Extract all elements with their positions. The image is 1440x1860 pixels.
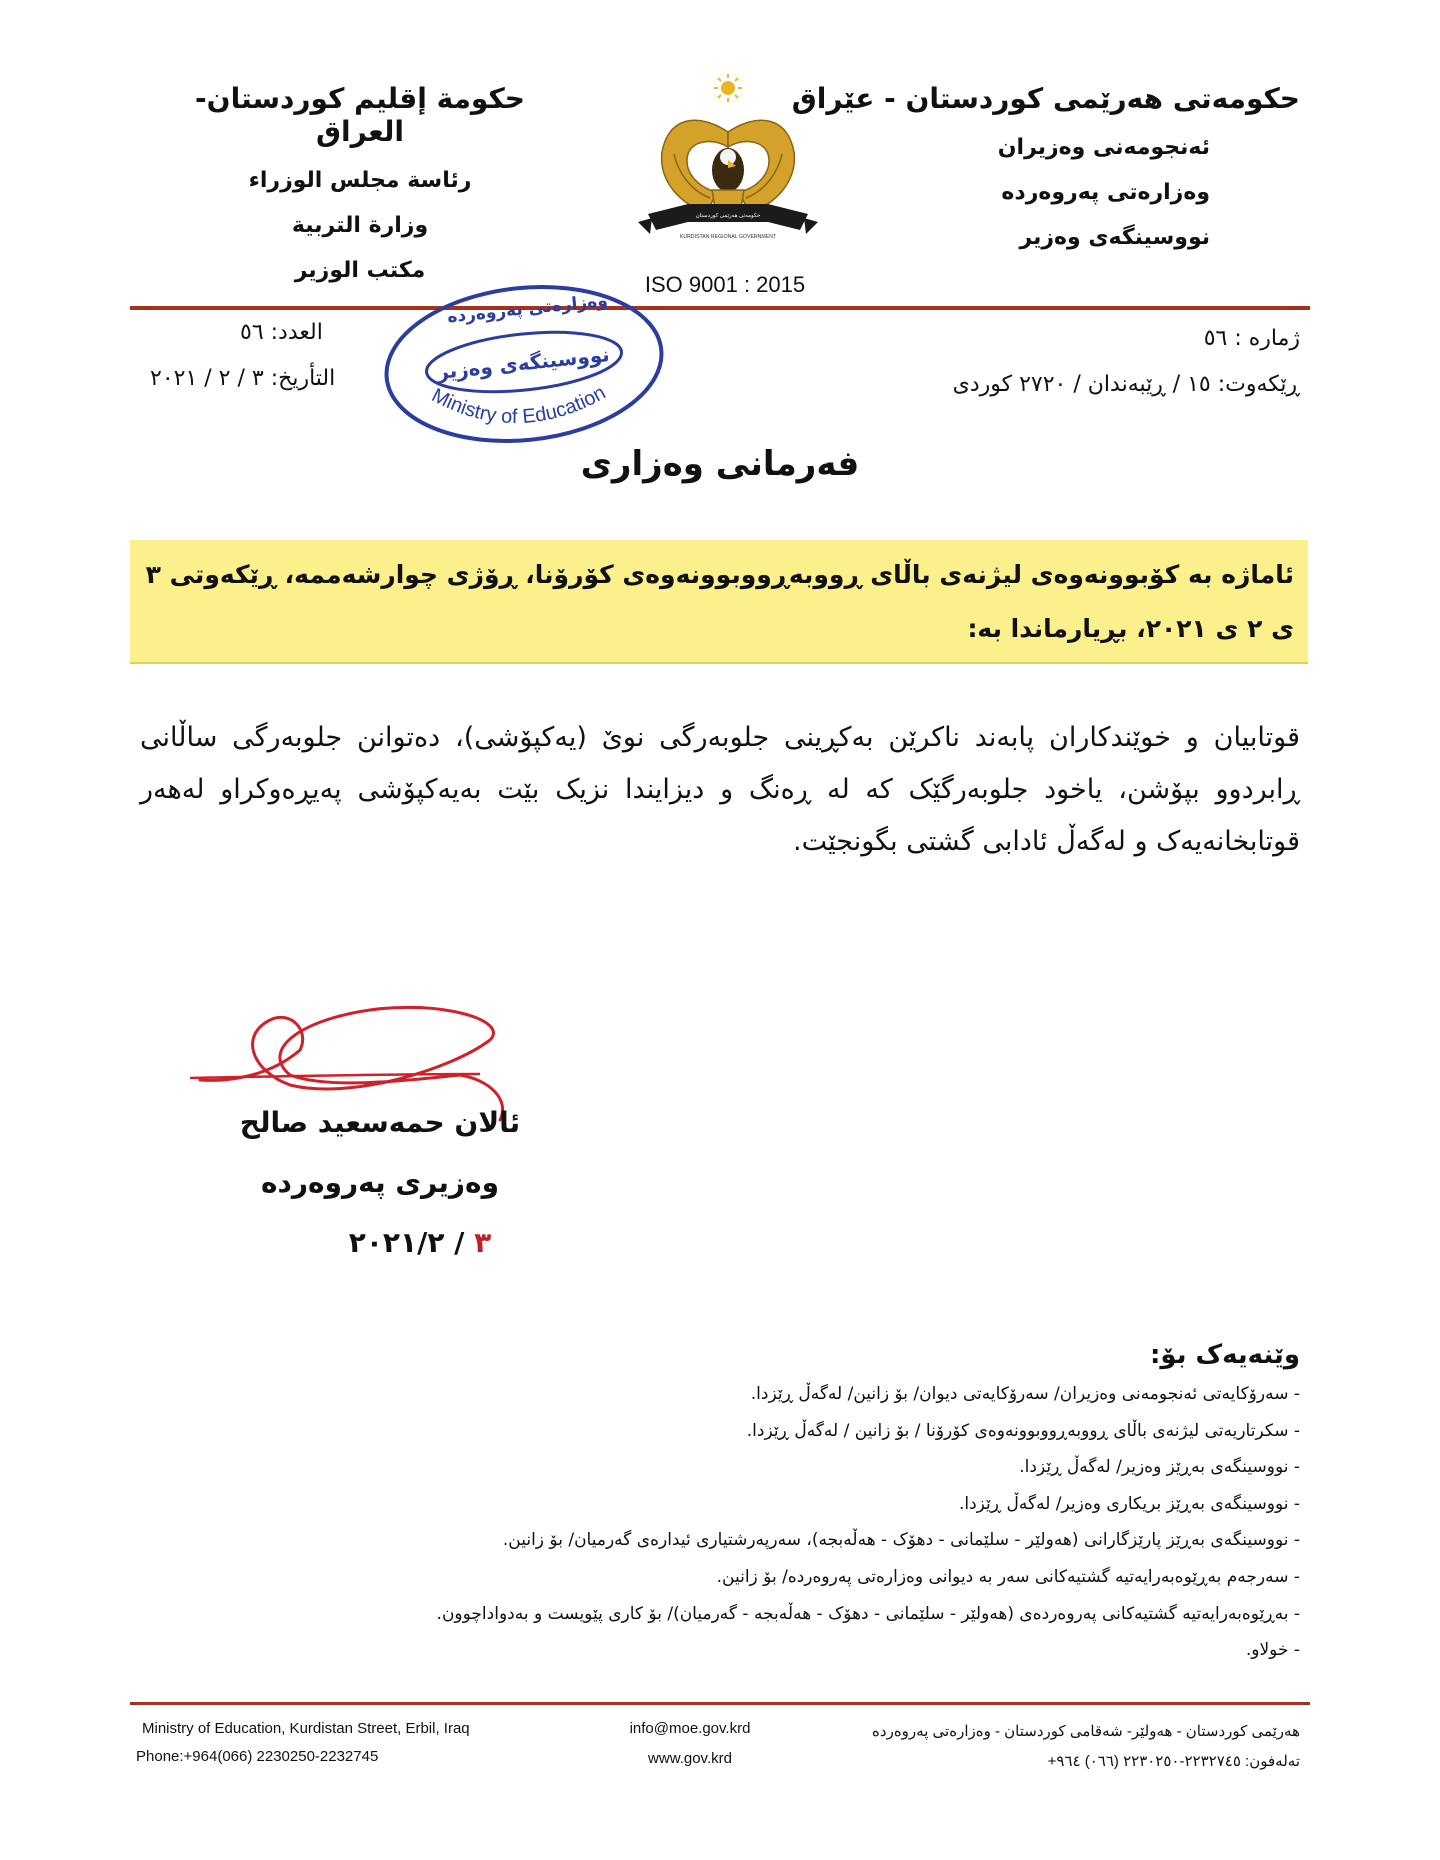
list-item: - سەرجەم بەڕێوەبەرایەتیە گشتیەکانی سەر بە دیوانی وەزارەتی پەروەردە/ بۆ زانین. xyxy=(716,1566,1300,1587)
list-item: - نووسینگەی بەڕێز پارێزگارانی (هەولێر - سلێمانی - دهۆک - هەڵەبجە)، سەرپەرشتیاری ئیدارەی گەرمیان/ بۆ زانین. xyxy=(502,1530,1300,1551)
reference-number-ar: العدد: ٥٦ xyxy=(240,320,323,345)
footer-phone-en: Phone:+964(066) 2230250-2232745 xyxy=(136,1748,379,1765)
footer-address-ku: هەرێمی کوردستان - هەولێر- شەقامی کوردستان - وەزارەتی پەروەردە xyxy=(872,1723,1300,1740)
signature-date-day: ٣ xyxy=(474,1226,492,1259)
list-item: - خولاو. xyxy=(1245,1640,1300,1661)
handwritten-signature xyxy=(190,990,590,1170)
header-ku-government: حکومەتی هەرێمی کوردستان - عێراق xyxy=(791,82,1300,115)
signatory-name: ئالان حمەسعید صالح xyxy=(239,1106,521,1139)
highlighted-reference-box xyxy=(130,540,1308,664)
svg-text:KURDISTAN REGIONAL GOVERNMENT: KURDISTAN REGIONAL GOVERNMENT xyxy=(679,234,777,240)
svg-text:وەزارەتی پەروەردە: وەزارەتی پەروەردە xyxy=(446,290,609,328)
header-divider xyxy=(130,306,1310,310)
highlighted-reference-text: ئاماژە بە کۆبوونەوەی لیژنەی باڵای ڕووبەڕووبوونەوەی کۆرۆنا، ڕۆژی چوارشەممە، ڕێکەوتی ٣ ی ٢ ی ٢٠٢١، بڕیارماندا بە: xyxy=(145,560,1294,643)
reference-number-ku: ژمارە : ٥٦ xyxy=(1203,326,1300,351)
signature-date-rest: / ٢٠٢١/٢ xyxy=(348,1226,465,1259)
svg-text:Ministry of Education: Ministry of Education xyxy=(428,381,610,429)
footer-divider xyxy=(130,1702,1310,1705)
header-ku-council: ئەنجومەنی وەزیران xyxy=(997,135,1210,160)
list-item: - بەڕێوەبەرایەتیە گشتیەکانی پەروەردەی (هەولێر - سلێمانی - دهۆک - هەڵەبجە - گەرمیان)/ بۆ کاری پێویست و بەدواداچوون. xyxy=(436,1603,1300,1624)
svg-text:نووسینگەی وەزیر: نووسینگەی وەزیر xyxy=(435,342,611,385)
copies-list xyxy=(200,1384,1300,1677)
date-ku: ڕێکەوت: ١٥ / ڕێبەندان / ٢٧٢٠ کوردی xyxy=(952,372,1300,397)
signature-date xyxy=(320,1226,520,1259)
krg-emblem-icon xyxy=(628,72,828,252)
header-ar-council: رئاسة مجلس الوزراء xyxy=(248,168,472,193)
list-item: - سکرتاریەتی لیژنەی باڵای ڕووبەڕووبوونەوەی کۆرۆنا / بۆ زانین / لەگەڵ ڕێزدا. xyxy=(746,1420,1300,1441)
footer-website-link[interactable]: www.gov.krd xyxy=(648,1750,732,1767)
date-ar: التأريخ: ٣ / ٢ / ٢٠٢١ xyxy=(150,366,336,391)
svg-text:حکومەتی هەرێمی کوردستان: حکومەتی هەرێمی کوردستان xyxy=(695,213,761,219)
header-ar-office: مكتب الوزير xyxy=(294,258,426,283)
footer-phone-ku: تەلەفون: ٢٢٣٢٧٤٥-٢٢٣٠٢٥٠ (٠٦٦) ٩٦٤+ xyxy=(1047,1753,1300,1770)
decision-body-text: قوتابیان و خوێندکاران پابەند ناکرێن بەکڕینی جلوبەرگی نوێ (یەکپۆشی)، دەتوانن جلوبەرگی ساڵانی ڕابردوو بپۆشن، یاخود جلوبەرگێک کە لە ڕەنگ و دیزایندا نزیک بێت بەیەکپۆشی پەیڕەوکراو لەهەر قوتابخانەیەک و لەگەڵ ئادابی گشتی بگونجێت. xyxy=(140,722,1300,857)
footer-email-link[interactable]: info@moe.gov.krd xyxy=(629,1720,751,1737)
header-ku-ministry: وەزارەتی پەروەردە xyxy=(1001,180,1210,205)
copies-title: وێنەیەک بۆ: xyxy=(1150,1340,1300,1370)
header-arabic xyxy=(150,82,570,303)
header-kurdish xyxy=(780,82,1300,270)
list-item: - نووسینگەی بەڕێز بریکاری وەزیر/ لەگەڵ ڕێزدا. xyxy=(958,1493,1300,1514)
signatory-title: وەزیری پەروەردە xyxy=(261,1166,499,1199)
header-ar-government: حكومة إقليم كوردستان- العراق xyxy=(195,82,525,148)
ministry-stamp xyxy=(378,282,670,446)
header-ar-ministry: وزارة التربية xyxy=(291,213,429,238)
order-title: فەرمانی وەزاری xyxy=(580,444,860,484)
header-ku-office: نووسینگەی وەزیر xyxy=(1019,225,1210,250)
list-item: - سەرۆکایەتی ئەنجومەنی وەزیران/ سەرۆکایەتی دیوان/ بۆ زانین/ لەگەڵ ڕێزدا. xyxy=(750,1384,1300,1404)
list-item: - نووسینگەی بەڕێز وەزیر/ لەگەڵ ڕێزدا. xyxy=(1019,1457,1300,1478)
footer-address-en: Ministry of Education, Kurdistan Street, Erbil, Iraq xyxy=(142,1720,470,1737)
iso-certification: ISO 9001 : 2015 xyxy=(644,272,806,297)
